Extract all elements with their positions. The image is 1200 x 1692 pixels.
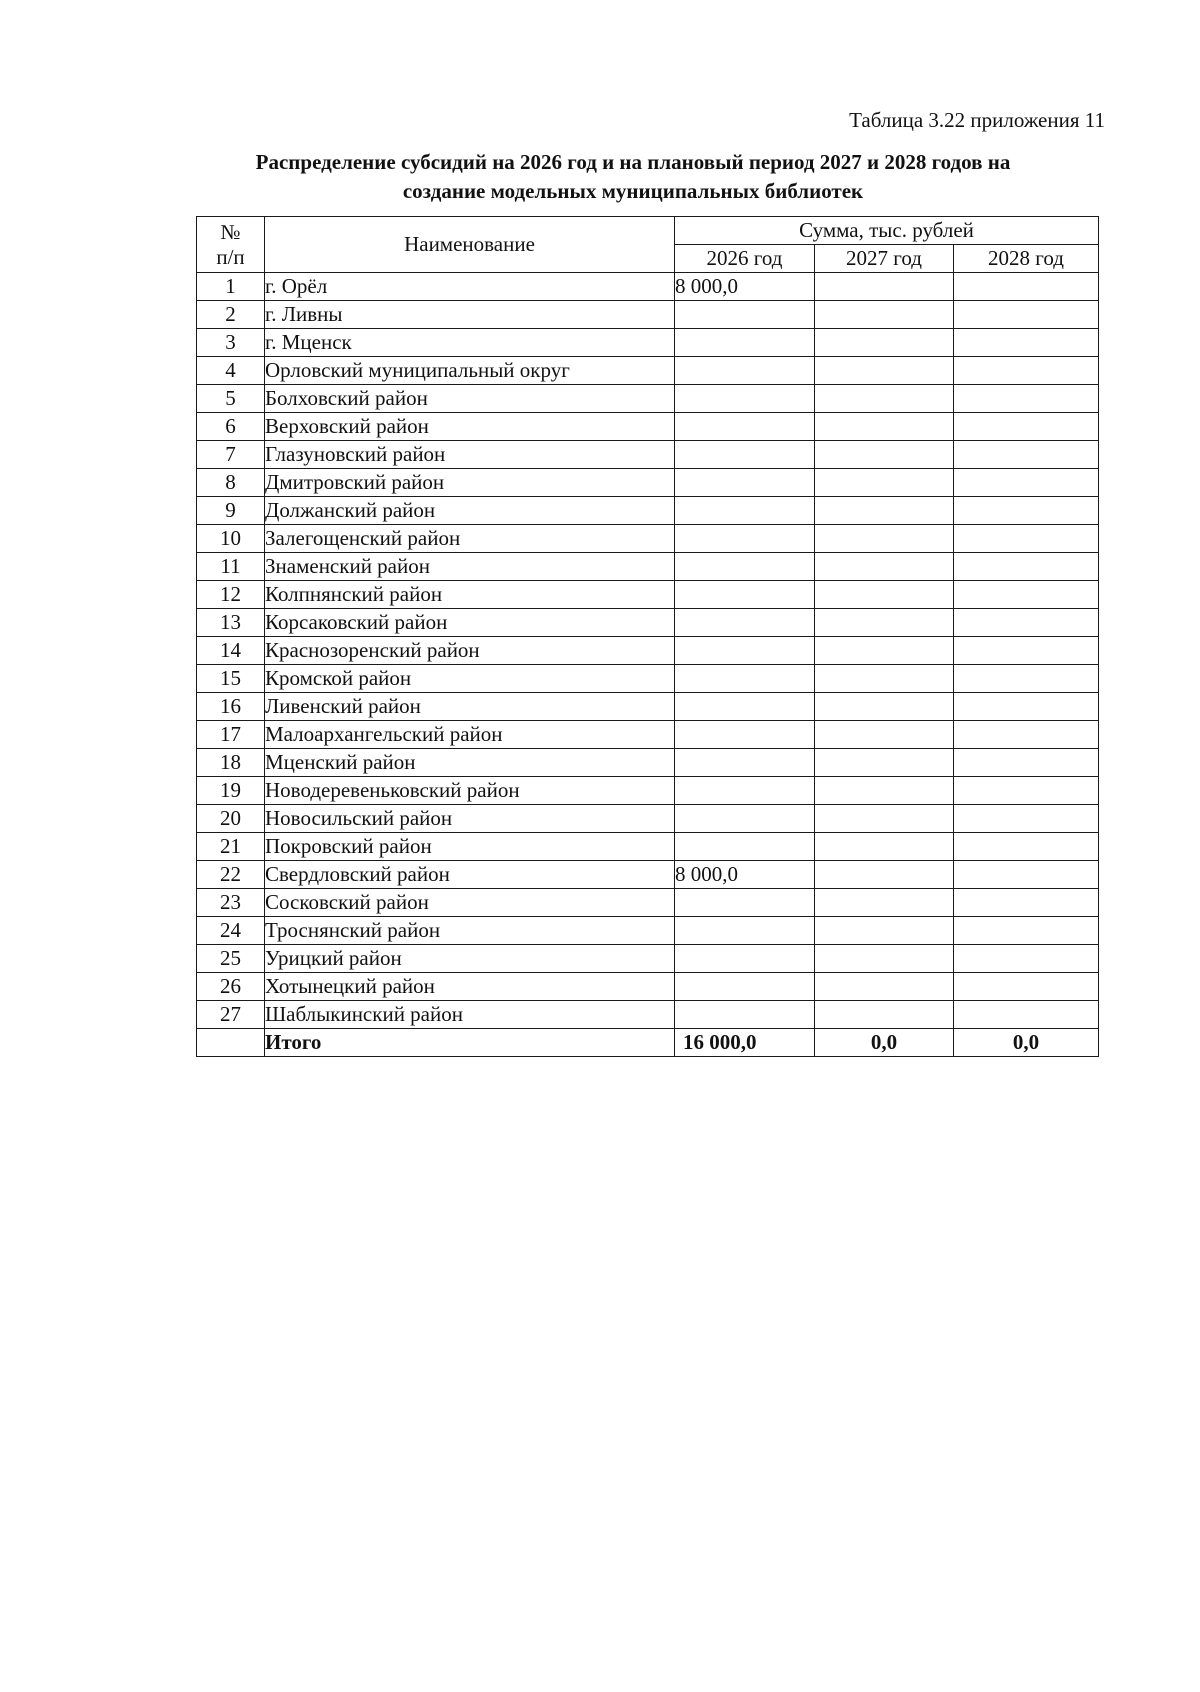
row-number: 14 [197, 637, 265, 665]
row-value-2028 [954, 581, 1099, 609]
row-name: г. Ливны [265, 301, 675, 329]
row-name: Новодеревеньковский район [265, 777, 675, 805]
row-value-2026: 8 000,0 [675, 273, 815, 301]
row-name: Покровский район [265, 833, 675, 861]
row-value-2028 [954, 469, 1099, 497]
title-line-2: создание модельных муниципальных библиотек [402, 179, 864, 203]
table-row [197, 721, 1099, 749]
total-label: Итого [265, 1029, 675, 1057]
row-number: 1 [197, 273, 265, 301]
row-value-2028 [954, 973, 1099, 1001]
row-number: 26 [197, 973, 265, 1001]
row-number: 15 [197, 665, 265, 693]
table-row [197, 665, 1099, 693]
row-value-2028 [954, 609, 1099, 637]
row-value-2026 [675, 1001, 815, 1029]
row-value-2026 [675, 805, 815, 833]
row-number: 7 [197, 441, 265, 469]
row-value-2026 [675, 357, 815, 385]
row-value-2027 [815, 637, 954, 665]
table-row [197, 973, 1099, 1001]
row-number: 18 [197, 749, 265, 777]
row-value-2027 [815, 385, 954, 413]
row-value-2027 [815, 721, 954, 749]
row-value-2027 [815, 413, 954, 441]
row-name: Новосильский район [265, 805, 675, 833]
row-value-2028 [954, 525, 1099, 553]
row-number: 6 [197, 413, 265, 441]
row-value-2028 [954, 413, 1099, 441]
row-number: 23 [197, 889, 265, 917]
table-row [197, 553, 1099, 581]
row-name: Урицкий район [265, 945, 675, 973]
total-2027: 0,0 [815, 1029, 954, 1057]
row-name: Шаблыкинский район [265, 1001, 675, 1029]
row-name: Малоархангельский район [265, 721, 675, 749]
row-value-2026 [675, 413, 815, 441]
table-row [197, 637, 1099, 665]
row-value-2028 [954, 329, 1099, 357]
row-value-2028 [954, 441, 1099, 469]
row-value-2026 [675, 525, 815, 553]
row-value-2026 [675, 497, 815, 525]
row-value-2026 [675, 833, 815, 861]
row-value-2028 [954, 1001, 1099, 1029]
row-number: 2 [197, 301, 265, 329]
row-name: Кромской район [265, 665, 675, 693]
row-value-2027 [815, 553, 954, 581]
row-value-2026 [675, 385, 815, 413]
row-value-2026 [675, 693, 815, 721]
row-value-2027 [815, 441, 954, 469]
header-year-2026: 2026 год [675, 245, 815, 273]
row-name: Болховский район [265, 385, 675, 413]
table-footer [197, 1029, 1099, 1057]
table-row [197, 917, 1099, 945]
row-number: 9 [197, 497, 265, 525]
table-caption: Таблица 3.22 приложения 11 [849, 108, 1105, 132]
row-number: 21 [197, 833, 265, 861]
row-number: 4 [197, 357, 265, 385]
row-name: Корсаковский район [265, 609, 675, 637]
row-value-2026 [675, 889, 815, 917]
row-value-2027 [815, 749, 954, 777]
row-value-2028 [954, 357, 1099, 385]
row-value-2026 [675, 917, 815, 945]
table-row [197, 945, 1099, 973]
row-value-2027 [815, 525, 954, 553]
header-year-2027: 2027 год [815, 245, 954, 273]
table-row [197, 777, 1099, 805]
row-value-2028 [954, 833, 1099, 861]
table-row [197, 525, 1099, 553]
row-number: 12 [197, 581, 265, 609]
row-value-2027 [815, 581, 954, 609]
row-value-2027 [815, 889, 954, 917]
table-row [197, 609, 1099, 637]
document-title [196, 148, 1070, 206]
row-name: Мценский район [265, 749, 675, 777]
row-value-2026 [675, 665, 815, 693]
row-value-2027 [815, 609, 954, 637]
row-number: 3 [197, 329, 265, 357]
row-name: г. Орёл [265, 273, 675, 301]
table-row [197, 329, 1099, 357]
row-number: 5 [197, 385, 265, 413]
row-value-2026 [675, 721, 815, 749]
row-value-2026 [675, 609, 815, 637]
row-name: г. Мценск [265, 329, 675, 357]
table-row [197, 441, 1099, 469]
table-row [197, 889, 1099, 917]
row-value-2027 [815, 805, 954, 833]
row-value-2026: 8 000,0 [675, 861, 815, 889]
row-value-2028 [954, 861, 1099, 889]
header-name: Наименование [265, 217, 675, 273]
total-number-cell [197, 1029, 265, 1057]
row-value-2027 [815, 917, 954, 945]
table-row [197, 833, 1099, 861]
row-name: Знаменский район [265, 553, 675, 581]
header-number [197, 217, 265, 273]
row-value-2026 [675, 973, 815, 1001]
row-value-2026 [675, 469, 815, 497]
row-number: 13 [197, 609, 265, 637]
row-number: 19 [197, 777, 265, 805]
row-number: 22 [197, 861, 265, 889]
table-row [197, 1001, 1099, 1029]
table-row [197, 469, 1099, 497]
row-number: 10 [197, 525, 265, 553]
row-value-2028 [954, 301, 1099, 329]
total-2026: 16 000,0 [675, 1029, 815, 1057]
row-name: Орловский муниципальный округ [265, 357, 675, 385]
table-row [197, 861, 1099, 889]
row-value-2027 [815, 973, 954, 1001]
table-row [197, 693, 1099, 721]
row-value-2026 [675, 777, 815, 805]
header-year-2028: 2028 год [954, 245, 1099, 273]
row-value-2028 [954, 637, 1099, 665]
row-name: Сосковский район [265, 889, 675, 917]
row-value-2026 [675, 749, 815, 777]
row-value-2027 [815, 329, 954, 357]
row-number: 20 [197, 805, 265, 833]
header-row-1 [197, 217, 1099, 245]
row-name: Свердловский район [265, 861, 675, 889]
row-name: Троснянский район [265, 917, 675, 945]
row-value-2028 [954, 777, 1099, 805]
row-name: Хотынецкий район [265, 973, 675, 1001]
row-name: Верховский район [265, 413, 675, 441]
row-value-2027 [815, 693, 954, 721]
table-row [197, 301, 1099, 329]
row-value-2026 [675, 329, 815, 357]
row-name: Ливенский район [265, 693, 675, 721]
row-name: Колпнянский район [265, 581, 675, 609]
row-value-2028 [954, 945, 1099, 973]
row-value-2026 [675, 945, 815, 973]
row-value-2028 [954, 665, 1099, 693]
row-value-2027 [815, 1001, 954, 1029]
row-number: 16 [197, 693, 265, 721]
total-2028: 0,0 [954, 1029, 1099, 1057]
header-number-abbrev: п/п [216, 244, 245, 269]
table-row [197, 581, 1099, 609]
row-name: Залегощенский район [265, 525, 675, 553]
row-value-2027 [815, 301, 954, 329]
header-sum: Сумма, тыс. рублей [675, 217, 1099, 245]
total-row [197, 1029, 1099, 1057]
row-value-2027 [815, 777, 954, 805]
table-row [197, 273, 1099, 301]
row-value-2027 [815, 665, 954, 693]
row-value-2027 [815, 833, 954, 861]
row-value-2027 [815, 357, 954, 385]
row-name: Должанский район [265, 497, 675, 525]
row-value-2028 [954, 749, 1099, 777]
table-row [197, 413, 1099, 441]
table-row [197, 749, 1099, 777]
row-number: 11 [197, 553, 265, 581]
subsidy-distribution-table [196, 216, 1099, 1057]
row-value-2028 [954, 497, 1099, 525]
row-value-2026 [675, 301, 815, 329]
row-value-2028 [954, 805, 1099, 833]
table-header [197, 217, 1099, 273]
row-value-2028 [954, 385, 1099, 413]
row-value-2026 [675, 441, 815, 469]
table-row [197, 497, 1099, 525]
row-value-2028 [954, 721, 1099, 749]
row-number: 24 [197, 917, 265, 945]
row-value-2027 [815, 497, 954, 525]
table-body [197, 273, 1099, 1029]
row-value-2027 [815, 469, 954, 497]
header-number-symbol: № [220, 219, 241, 244]
row-name: Краснозоренский район [265, 637, 675, 665]
row-value-2028 [954, 889, 1099, 917]
row-value-2027 [815, 945, 954, 973]
table-row [197, 805, 1099, 833]
row-number: 17 [197, 721, 265, 749]
row-number: 27 [197, 1001, 265, 1029]
row-value-2027 [815, 861, 954, 889]
row-value-2026 [675, 553, 815, 581]
row-number: 8 [197, 469, 265, 497]
row-value-2026 [675, 581, 815, 609]
row-name: Дмитровский район [265, 469, 675, 497]
row-value-2028 [954, 553, 1099, 581]
row-value-2027 [815, 273, 954, 301]
row-value-2028 [954, 917, 1099, 945]
row-number: 25 [197, 945, 265, 973]
row-value-2026 [675, 637, 815, 665]
row-value-2028 [954, 273, 1099, 301]
title-line-1: Распределение субсидий на 2026 год и на плановый период 2027 и 2028 годов на [255, 150, 1011, 174]
table-row [197, 385, 1099, 413]
row-value-2028 [954, 693, 1099, 721]
table-row [197, 357, 1099, 385]
row-name: Глазуновский район [265, 441, 675, 469]
